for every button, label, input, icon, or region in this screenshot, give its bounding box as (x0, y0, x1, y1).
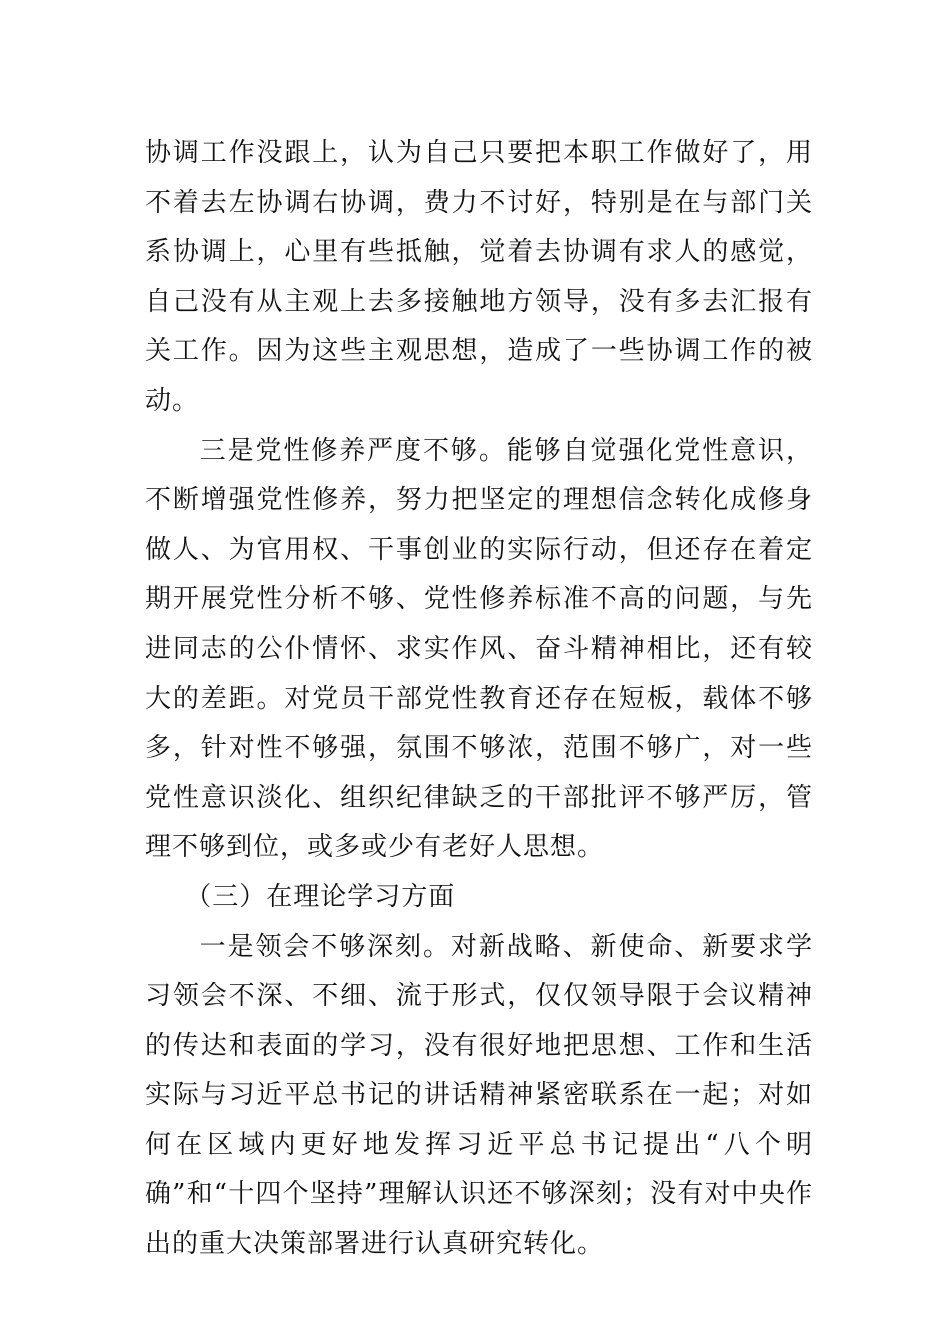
paragraph-party-spirit: 三是党性修养严度不够。能够自觉强化党性意识，不断增强党性修养，努力把坚定的理想信念转化成修身做人、为官用权、干事创业的实际行动，但还存在着定期开展党性分析不够、党性修养标准不高的问题，与先进同志的公仆情怀、求实作风、奋斗精神相比，还有较大的差距。对党员干部党性教育还存在短板，载体不够多，针对性不够强，氛围不够浓，范围不够广，对一些党性意识淡化、组织纪律缺乏的干部批评不够严厉，管理不够到位，或多或少有老好人思想。 (145, 435, 813, 863)
paragraph-understanding: 一是领会不够深刻。对新战略、新使命、新要求学习领会不深、不细、流于形式，仅仅领导限于会议精神的传达和表面的学习，没有很好地把思想、工作和生活实际与习近平总书记的讲话精神紧密联系在一起；对如何在区域内更好地发挥习近平总书记提出“八个明确”和“十四个坚持”理解认识还不够深刻；没有对中央作出的重大决策部署进行认真研究转化。 (145, 931, 813, 1260)
paragraph-coordination-continuation: 协调工作没跟上，认为自己只要把本职工作做好了，用不着去左协调右协调，费力不讨好，特别是在与部门关系协调上，心里有些抵触，觉着去协调有求人的感觉，自己没有从主观上去多接触地方领导，没有多去汇报有关工作。因为这些主观思想，造成了一些协调工作的被动。 (145, 138, 813, 416)
section-heading-theory-study: （三）在理论学习方面 (185, 881, 456, 912)
document-body (145, 129, 813, 1270)
